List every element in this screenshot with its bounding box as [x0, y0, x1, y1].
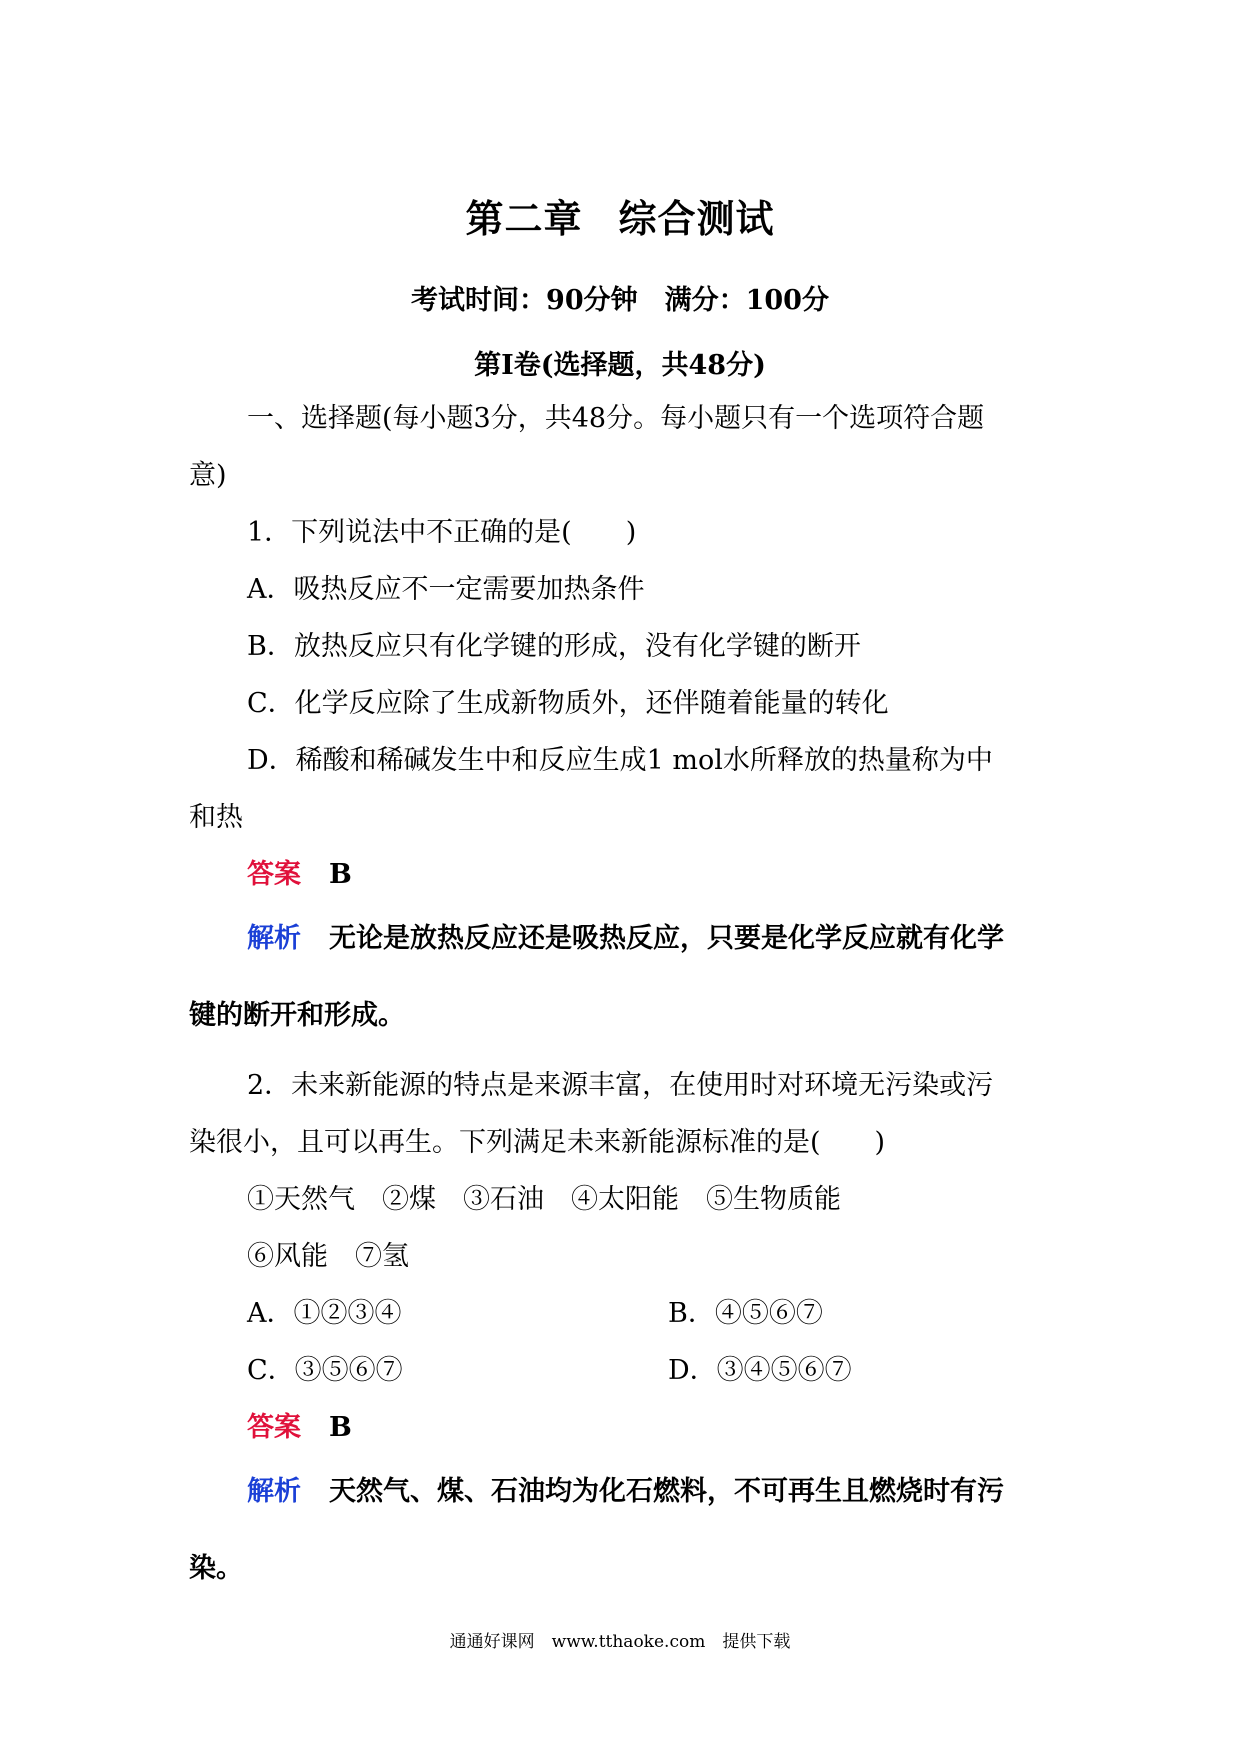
q2-stem-line2: 染很小，且可以再生。下列满足未来新能源标准的是( ): [189, 1127, 886, 1158]
q1-option-d-line2: 和热: [189, 802, 243, 833]
page-footer: 通通好课网 www.tthaoke.com 提供下载: [449, 1632, 791, 1652]
q2-analysis-label: 解析: [247, 1476, 301, 1507]
section-intro-line1: 一、选择题(每小题3分，共48分。每小题只有一个选项符合题: [247, 403, 985, 434]
q2-option-a: A．①②③④: [247, 1298, 402, 1329]
q2-items-line1: ①天然气 ②煤 ③石油 ④太阳能 ⑤生物质能: [247, 1184, 841, 1215]
q1-option-c: C．化学反应除了生成新物质外，还伴随着能量的转化: [247, 688, 889, 719]
q1-option-a: A．吸热反应不一定需要加热条件: [247, 574, 645, 605]
q2-option-c: C．③⑤⑥⑦: [247, 1355, 403, 1386]
q2-answer-value: B: [329, 1412, 352, 1443]
exam-info: 考试时间：90分钟 满分：100分: [411, 285, 829, 316]
q2-analysis-line2: 染。: [189, 1553, 243, 1584]
q1-answer-label: 答案: [247, 859, 301, 890]
q2-stem-line1: 2．未来新能源的特点是来源丰富，在使用时对环境无污染或污: [247, 1070, 994, 1101]
q1-analysis-line1: [247, 923, 1004, 955]
q2-analysis-line1: [247, 1476, 1004, 1508]
q1-analysis-text1: 无论是放热反应还是吸热反应，只要是化学反应就有化学: [329, 923, 1004, 954]
q2-items-line2: ⑥风能 ⑦氢: [247, 1241, 409, 1272]
section-intro-line2: 意): [189, 460, 227, 491]
q1-analysis-line2: 键的断开和形成。: [189, 1000, 405, 1031]
volume-title: 第Ⅰ卷(选择题，共48分): [474, 350, 766, 381]
chapter-title-part2: 综合测试: [618, 197, 775, 241]
q1-stem: 1．下列说法中不正确的是( ): [247, 517, 637, 548]
q2-option-b: B．④⑤⑥⑦: [668, 1298, 823, 1329]
chapter-title-part1: 第二章: [465, 197, 583, 241]
q1-answer-value: B: [329, 859, 352, 890]
q2-answer: [247, 1412, 352, 1444]
q1-option-d-line1: D．稀酸和稀碱发生中和反应生成1 mol水所释放的热量称为中: [247, 745, 993, 776]
q1-option-b: B．放热反应只有化学键的形成，没有化学键的断开: [247, 631, 861, 662]
q2-option-d: D．③④⑤⑥⑦: [668, 1355, 852, 1386]
q2-analysis-text1: 天然气、煤、石油均为化石燃料，不可再生且燃烧时有污: [329, 1476, 1004, 1507]
q1-answer: [247, 859, 352, 891]
q2-answer-label: 答案: [247, 1412, 301, 1443]
chapter-title: [0, 188, 1240, 243]
q1-analysis-label: 解析: [247, 923, 301, 954]
